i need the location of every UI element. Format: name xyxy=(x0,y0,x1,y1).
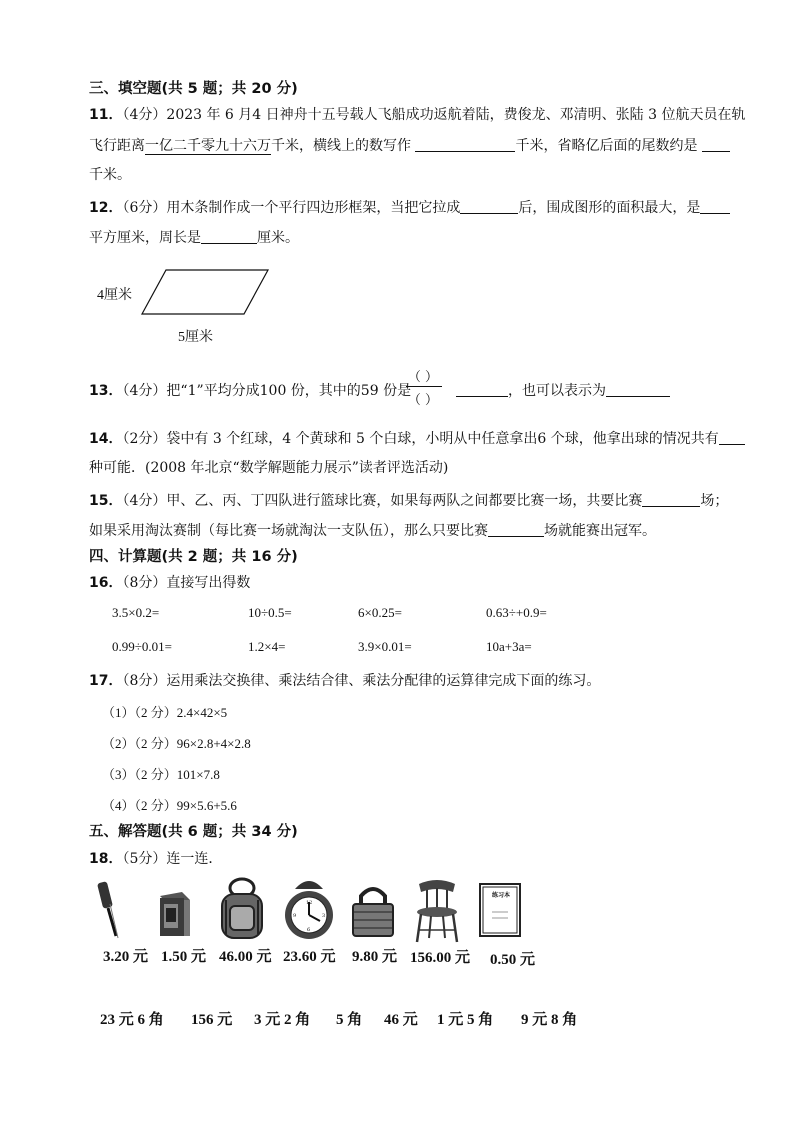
q13-number: 13． xyxy=(89,383,123,399)
section-4-heading: 四、计算题(共 2 题；共 16 分) xyxy=(89,549,298,565)
q15-line-1 xyxy=(89,490,728,510)
q16-score: （8分） xyxy=(122,575,167,591)
q12-line-2 xyxy=(89,227,299,247)
q13-score: （4分） xyxy=(122,383,167,399)
price-4[interactable]: 23.60 元 xyxy=(283,949,336,965)
q15-text-2b: 场就能赛出冠军。 xyxy=(544,523,656,539)
q16-r1-c1: 3.5×0.2= xyxy=(112,605,160,620)
price-7[interactable]: 0.50 元 xyxy=(490,952,536,968)
chair-icon xyxy=(411,878,463,944)
q16-r2-c1: 0.99÷0.01= xyxy=(112,639,172,654)
q13-fraction-bar xyxy=(406,386,442,387)
q15-text-1a: 甲、乙、丙、丁四队进行篮球比赛，如果每两队之间都要比赛一场，共要比赛 xyxy=(166,493,643,509)
q14-line-1 xyxy=(89,428,745,448)
q17-item-1: （1）（2 分）2.4×42×5 xyxy=(102,705,228,720)
q13-text-a: 把“1”平均分成100 份，其中的59 份是 xyxy=(166,383,412,399)
q13-text-b: ，也可以表示为 xyxy=(508,383,606,399)
q14-line-2: 种可能．(2008 年北京“数学解题能力展示”读者评选活动) xyxy=(89,460,449,476)
gift-box-icon xyxy=(154,890,192,940)
q13-blank-2[interactable] xyxy=(606,382,670,397)
price-5[interactable]: 9.80 元 xyxy=(352,949,398,965)
backpack-icon xyxy=(216,876,268,942)
section-5-heading: 五、解答题(共 6 题；共 34 分) xyxy=(89,824,298,840)
q18-number: 18． xyxy=(89,851,123,867)
alarm-clock-icon xyxy=(282,877,336,943)
option-2[interactable]: 156 元 xyxy=(191,1012,233,1028)
q15-text-2a: 如果采用淘汰赛制（每比赛一场就淘汰一支队伍），那么只要比赛 xyxy=(89,523,488,539)
q13-blank-1[interactable] xyxy=(456,382,508,397)
q11-line-3: 千米。 xyxy=(89,167,131,183)
q14-number: 14． xyxy=(89,431,123,447)
parallelogram-figure xyxy=(140,268,270,318)
q11-text-1: 2023 年 6 月4 日神舟十五号载人飞船成功返航着陆，费俊龙、邓清明、张陆 3 位航天员在轨 xyxy=(166,107,746,123)
q15-score: （4分） xyxy=(122,493,167,509)
q13-line-b xyxy=(456,380,670,400)
svg-text:6: 6 xyxy=(307,927,311,933)
parallelogram-base-label: 5厘米 xyxy=(178,330,213,345)
notebook-label: 练习本 xyxy=(491,892,510,899)
option-7[interactable]: 9 元 8 角 xyxy=(521,1012,578,1028)
q15-number: 15． xyxy=(89,493,123,509)
q17-item-2: （2）（2 分）96×2.8+4×2.8 xyxy=(102,736,251,751)
q18-text: 连一连． xyxy=(166,851,223,867)
q15-line-2 xyxy=(89,520,656,540)
q18-score: （5分） xyxy=(122,851,167,867)
option-4[interactable]: 5 角 xyxy=(336,1012,363,1028)
q12-blank-2[interactable] xyxy=(700,199,730,214)
price-3[interactable]: 46.00 元 xyxy=(219,949,272,965)
q11-blank-1[interactable] xyxy=(415,137,515,152)
q16-line xyxy=(89,572,250,592)
q12-text-1a: 用木条制作成一个平行四边形框架，当把它拉成 xyxy=(166,200,461,216)
q13-fraction-top[interactable]: （ ） xyxy=(407,370,439,385)
q17-text: 运用乘法交换律、乘法结合律、乘法分配律的运算律完成下面的练习。 xyxy=(166,673,601,689)
q11-line-1 xyxy=(89,104,745,124)
section-3-heading: 三、填空题(共 5 题；共 20 分) xyxy=(89,81,298,97)
svg-text:12: 12 xyxy=(306,900,313,906)
q15-blank-2[interactable] xyxy=(488,522,544,537)
q12-number: 12． xyxy=(89,200,123,216)
q16-number: 16． xyxy=(89,575,123,591)
q17-line xyxy=(89,670,600,690)
padlock-icon xyxy=(349,882,397,940)
svg-text:3: 3 xyxy=(322,913,326,919)
q11-text-2c: 千米，省略亿后面的尾数约是 xyxy=(515,138,698,154)
q11-line-2 xyxy=(89,135,730,155)
price-1[interactable]: 3.20 元 xyxy=(103,949,149,965)
q16-r2-c4: 10a+3a= xyxy=(486,639,532,654)
q18-line xyxy=(89,848,222,868)
q17-item-4: （4）（2 分）99×5.6+5.6 xyxy=(102,798,237,813)
q11-text-2b: 千米，横线上的数写作 xyxy=(271,138,411,154)
screwdriver-icon xyxy=(94,880,124,940)
q11-text-2a: 飞行距离 xyxy=(89,138,145,154)
q14-score: （2分） xyxy=(122,431,167,447)
q11-number: 11． xyxy=(89,107,123,123)
q12-text-2b: 厘米。 xyxy=(257,230,299,246)
price-6[interactable]: 156.00 元 xyxy=(410,950,471,966)
q16-r2-c2: 1.2×4= xyxy=(248,639,286,654)
q16-r1-c4: 0.63÷+0.9= xyxy=(486,605,547,620)
q15-blank-1[interactable] xyxy=(642,492,700,507)
q17-item-3: （3）（2 分）101×7.8 xyxy=(102,767,220,782)
q16-r2-c3: 3.9×0.01= xyxy=(358,639,412,654)
q16-r1-c3: 6×0.25= xyxy=(358,605,402,620)
option-1[interactable]: 23 元 6 角 xyxy=(100,1012,164,1028)
q14-blank[interactable] xyxy=(719,430,745,445)
parallelogram-side-label: 4厘米 xyxy=(97,288,132,303)
option-6[interactable]: 1 元 5 角 xyxy=(437,1012,494,1028)
q12-blank-1[interactable] xyxy=(460,199,518,214)
q17-score: （8分） xyxy=(122,673,167,689)
q11-underlined-number: 一亿二千零九十六万 xyxy=(145,138,271,154)
q12-blank-3[interactable] xyxy=(201,229,257,244)
q17-number: 17． xyxy=(89,673,123,689)
q13-fraction-bottom[interactable]: （ ） xyxy=(407,393,439,408)
q11-blank-2[interactable] xyxy=(702,137,730,152)
q16-r1-c2: 10÷0.5= xyxy=(248,605,292,620)
q15-text-1b: 场； xyxy=(700,493,729,509)
q13-line xyxy=(89,380,411,400)
q14-text-1: 袋中有 3 个红球，4 个黄球和 5 个白球，小明从中任意拿出6 个球，他拿出球的情况共有 xyxy=(166,431,719,447)
q12-text-2a: 平方厘米，周长是 xyxy=(89,230,201,246)
price-2[interactable]: 1.50 元 xyxy=(161,949,207,965)
svg-text:9: 9 xyxy=(293,913,297,919)
q12-line-1 xyxy=(89,197,730,217)
q12-text-1b: 后，围成图形的面积最大，是 xyxy=(518,200,701,216)
q11-score: （4分） xyxy=(122,107,167,123)
q12-score: （6分） xyxy=(122,200,167,216)
option-5[interactable]: 46 元 xyxy=(384,1012,418,1028)
q16-text: 直接写出得数 xyxy=(166,575,251,591)
option-3[interactable]: 3 元 2 角 xyxy=(254,1012,311,1028)
